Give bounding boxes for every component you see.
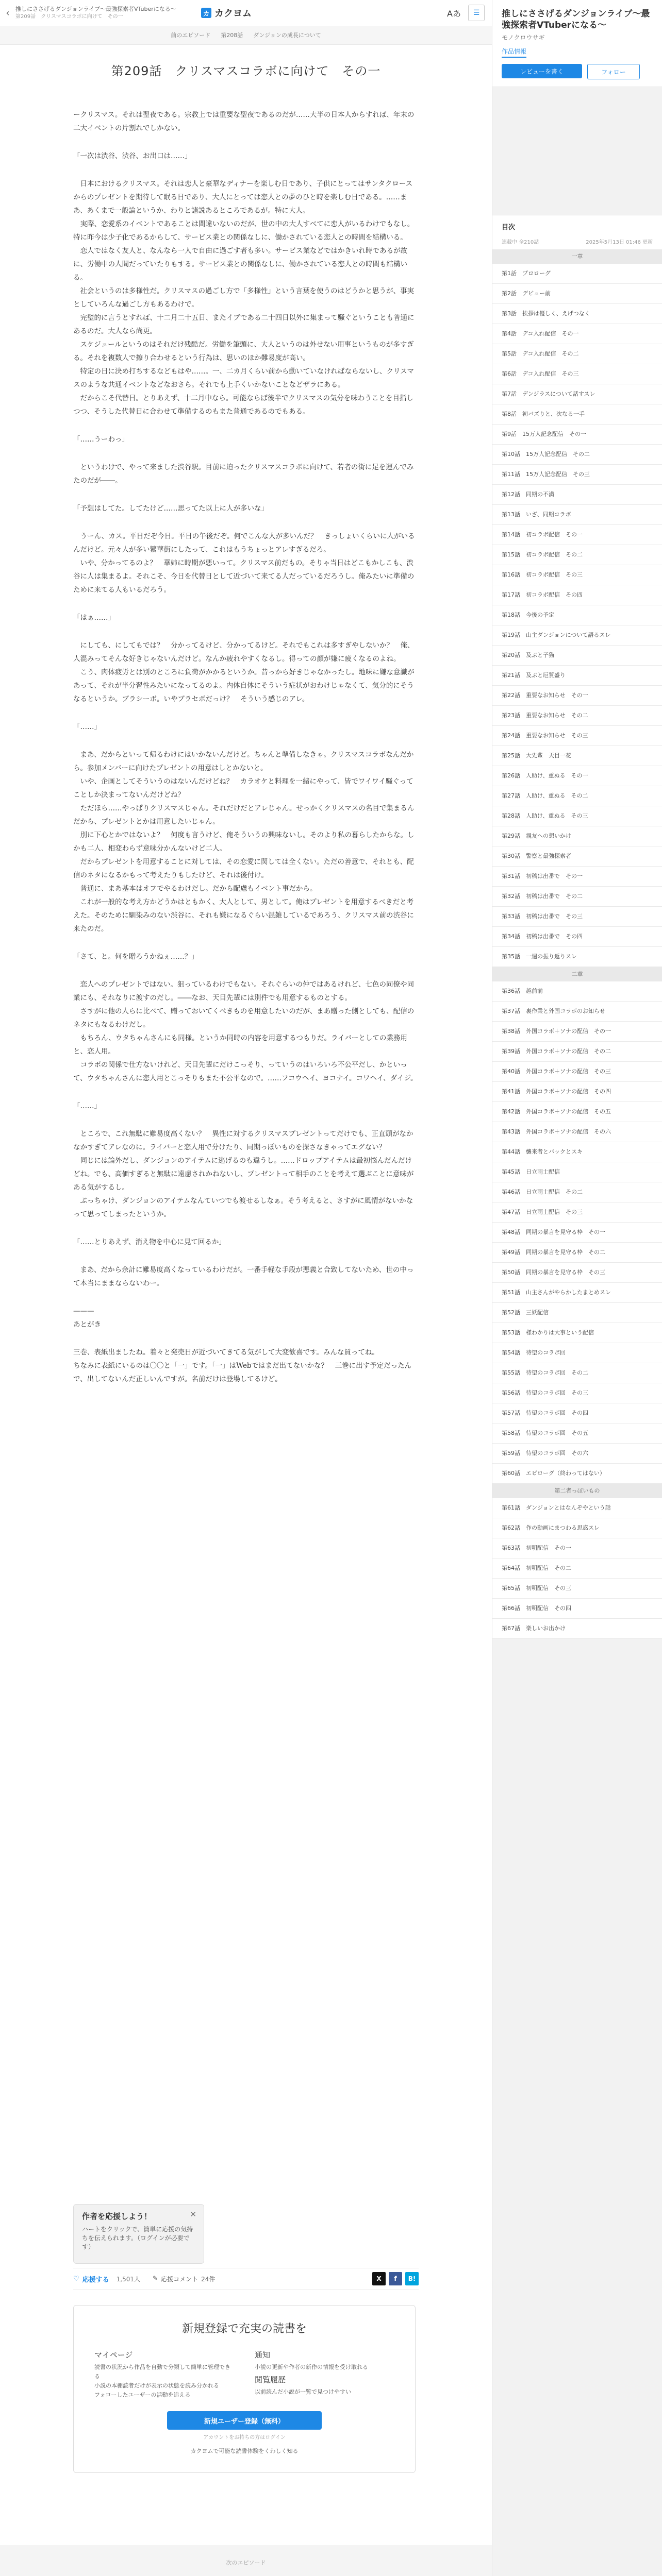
close-icon[interactable]: ✕ xyxy=(190,2210,196,2219)
toc-item[interactable]: 第1話 プロローグ xyxy=(492,264,662,284)
episode-paragraph: 「……とりあえず、消え物を中心に見て回るか」 xyxy=(73,1238,226,1246)
episode-paragraph: というわけで、やって来ました渋谷駅。目前に迫ったクリスマスコラボに向けて、若者の街に足を運んでみたのだが――。 xyxy=(73,463,414,485)
logo-text: カクヨム xyxy=(214,8,252,19)
history-text: 以前読んだ小説が一覧で見つけやすい xyxy=(255,2388,351,2395)
toc-item[interactable]: 第26話 人助け、重ぬる その一 xyxy=(492,766,662,786)
toc-item[interactable]: 第43話 外国コラボ＋ソナの配信 その六 xyxy=(492,1122,662,1142)
toc-item[interactable]: 第15話 初コラボ配信 その二 xyxy=(492,545,662,565)
episode-paragraph: 「予想はしてた。してたけど……思ってた以上に人が多いな」 xyxy=(73,504,268,513)
toc-item[interactable]: 第29話 親友への想いかけ xyxy=(492,826,662,846)
toc-item[interactable]: 第47話 日立雨士配信 その三 xyxy=(492,1202,662,1223)
toc-item[interactable]: 第46話 日立雨士配信 その二 xyxy=(492,1182,662,1202)
learn-more-link[interactable]: カクヨムで可能な読書体験をくわしく知る xyxy=(190,2448,299,2454)
toc-section-header[interactable]: 第二者っぽいもの xyxy=(492,1484,662,1498)
toc-item[interactable]: 第13話 いざ、同期コラボ xyxy=(492,505,662,525)
cheer-count[interactable]: 1,501人 xyxy=(116,2275,141,2283)
toc-item[interactable]: 第7話 デンジラスについて話すスレ xyxy=(492,384,662,404)
header-episode-title: 第209話 クリスマスコラボに向けて その一 xyxy=(15,14,123,20)
toc-item[interactable]: 第27話 人助け、重ぬる その二 xyxy=(492,786,662,806)
site-logo[interactable] xyxy=(201,6,252,20)
register-heading: 新規登録で充実の読書を xyxy=(181,2323,307,2335)
prev-episode-number[interactable]: 第208話 xyxy=(221,32,243,39)
toc-item[interactable]: 第23話 重要なお知らせ その二 xyxy=(492,706,662,726)
work-actions xyxy=(502,64,653,79)
toc-item[interactable]: 第31話 初稿は出番で その一 xyxy=(492,867,662,887)
header-controls xyxy=(447,5,492,21)
toc-item[interactable]: 第60話 エピローグ（終わってはない） xyxy=(492,1464,662,1484)
comment-link[interactable] xyxy=(153,2275,215,2283)
mypage-item: 読書の状況から作品を自動で分類して簡単に管理できる xyxy=(94,2364,230,2380)
toc-meta xyxy=(492,238,662,249)
next-episode[interactable] xyxy=(0,2545,492,2576)
toc-item[interactable]: 第12話 同期の不満 xyxy=(492,485,662,505)
toc-item[interactable]: 第18話 今後の予定 xyxy=(492,605,662,625)
toc-item[interactable]: 第45話 日立雨士配信 xyxy=(492,1162,662,1182)
toc-item[interactable]: 第57話 待望のコラボ回 その四 xyxy=(492,1403,662,1423)
toc-item[interactable]: 第65話 初明配信 その三 xyxy=(492,1579,662,1599)
history-title: 閲覧履歴 xyxy=(255,2375,286,2384)
episode-paragraph: 日本におけるクリスマス。それは恋人と豪華なディナーを楽しむ日であり、子供にとってはサンタクロースからのプレゼントを期待して眠る日であり、大人にとっては恋人との夢のひと時を楽しむ日である。……まあ、あくまで一般論というか、わりと諸説あるところであるが。特に大人。 実際、恋愛系のイベントであることは間違いないのだが、世の中の大人すべてに恋人がいるわけでもなし。特に昨今は少子化であるからして、サービス業との関係なしに、働かされている恋人との時間を結構いる。 恋人ではなく友人と、なんなら一人で自由に過ごす者も多い。サービス業などではかきいれ時であるが故に、労働中の人間だっていたりもする。サービス業との関係なしに、働かされている恋人との時間も結構いる。 社会というのは多様性だ。クリスマスの過ごし方で「多様性」という言葉を使うのはどうかと思うが、事実としていろんな過ごし方もあるわけで。 完璧的に言うとすれば、十二月二十五日、またイブである二十四日以外に集まって騒ぐということも普通にあるのだ。大人なら尚更。 スケジュールというのはそれだけ残酷だ。労働を筆頭に、大人というのは外せない用事というものが多すぎる。それを複数人で擦り合わせるという行為は、思いのほか難易度が高い。 特定の日に決め打ちするなどもはや……。一、二カ月くらい前から動いていなければならないし、クリスマスのような共通イベントなどなおさら。それでも上手くいかないことなどザラにある。 だからこそ代替日。とりあえず、十二月中なら。可能ならば後半でクリスマスの気分を味わうことを目指しつつ、そうした代替日に合わせて準備するのもまた普通であるのでもある。 xyxy=(73,180,415,416)
top-header xyxy=(0,0,492,26)
toc-menu-icon[interactable]: ☰ xyxy=(468,5,485,21)
toc-item[interactable]: 第35話 一週の振り返りスレ xyxy=(492,947,662,967)
toc-item[interactable]: 第53話 様わかりは大事という配信 xyxy=(492,1323,662,1343)
episode-paragraph: ——— あとがき xyxy=(73,1307,101,1329)
mypage-item: フォローしたユーザーの活動を追える xyxy=(94,2392,191,2398)
review-button[interactable]: レビューを書く xyxy=(502,64,582,78)
notice-text: 小説の更新や作者の新作の情報を受け取れる xyxy=(255,2364,368,2370)
episode-paragraph: ークリスマス。それは聖夜である。宗教上では重要な聖夜であるのだが……大半の日本人からすれば、年末の二大イベントの片割れでしかない。 xyxy=(73,111,415,132)
toc-item[interactable]: 第14話 初コラボ配信 その一 xyxy=(492,525,662,545)
toc-item[interactable]: 第16話 初コラボ配信 その三 xyxy=(492,565,662,585)
episode-paragraph: 「……」 xyxy=(73,1102,101,1110)
share-buttons xyxy=(372,2272,419,2285)
toc-item[interactable]: 第64話 初明配信 その二 xyxy=(492,1558,662,1579)
toc-item[interactable]: 第28話 人助け、重ぬる その三 xyxy=(492,806,662,826)
work-author[interactable]: モノクロウサギ xyxy=(502,34,545,41)
toc-item[interactable]: 第41話 外国コラボ＋ソナの配信 その四 xyxy=(492,1082,662,1102)
support-popup xyxy=(73,2204,204,2264)
toc-title: 目次 xyxy=(492,215,662,238)
toc-item[interactable]: 第9話 15万人記念配信 その一 xyxy=(492,425,662,445)
facebook-share-icon[interactable]: f xyxy=(389,2272,402,2285)
toc-item[interactable]: 第50話 同期の暴言を見守る枠 その三 xyxy=(492,1263,662,1283)
register-benefits xyxy=(74,2336,415,2400)
toc-item[interactable]: 第3話 挨拶は優しく、えげつなく xyxy=(492,304,662,324)
x-share-icon[interactable]: X xyxy=(372,2272,386,2285)
font-size-button[interactable]: Aあ xyxy=(447,8,461,19)
toc-item[interactable]: 第39話 外国コラボ＋ソナの配信 その二 xyxy=(492,1042,662,1062)
header-series-info[interactable] xyxy=(15,5,180,21)
prev-episode-title[interactable]: ダンジョンの成長について xyxy=(253,32,321,39)
toc-item[interactable]: 第34話 初稿は出番で その四 xyxy=(492,927,662,947)
toc-item[interactable]: 第42話 外国コラボ＋ソナの配信 その五 xyxy=(492,1102,662,1122)
toc-item[interactable]: 第58話 待望のコラボ回 その五 xyxy=(492,1423,662,1444)
toc-item[interactable]: 第37話 裏作業と外国コラボのお知らせ xyxy=(492,1002,662,1022)
toc-item[interactable]: 第36話 越前前 xyxy=(492,981,662,1002)
episode-paragraph: 恋人へのプレゼントではない。狙っているわけでもない。それぐらいの仲ではあるけれど、七色の同僚や同業にも、それなりに渡すのだし。――なお、天目先輩には別件でも用意するものとする。 さすがに他の人らに比べて、贈っておいてくべきものを用意したいのだが、まあ贈った側としても、配信のネタにもなるわけだし。 もちろん、ウタちゃんさんにも同様。というか同時の内容を用意するつもりだ。ライバーとしての業務用と、恋人用。 コラボの関係で仕方ないけれど、天目先輩にだけこっそり、っていうのはいろいろ不公平だし、かといって、ウタちゃんさんに恋人用とこっそりもまた不公平なので。……フコウヘイ、ヨコナイ。コワヘイ、ダイジ。 xyxy=(73,980,418,1082)
toc-status: 連載中 全210話 xyxy=(502,240,539,245)
cheer-button[interactable] xyxy=(73,2274,109,2284)
header-series-title: 推しにささげるダンジョンライブ〜最強探索者VTuberになる〜 xyxy=(15,6,176,12)
episode-paragraph: まあ、だからといって帰るわけにはいかないんだけど。ちゃんと準備しなきゃ。クリスマスコラボなんだから。参加メンバーに向けたプレゼントの用意はしとかないと。 いや、企画としてそういうのはないんだけどね？ カラオケと料理を一緒にやって、皆でワイワイ騒ぐってことしか決まってないんだけどね？ ただほら……やっぱりクリスマスじゃん。それだけだとアレじゃん。せっかくクリスマスの名目で集まるんだから、プレゼントとかは用意したいじゃん。 別に下心とかではないよ？ 何度も言うけど、俺そういうの興味ないし。そのより私の暮らしたからな。しかも二人、相変わらず意味分かんないけど二人。 だからプレゼントを用意することに対しては、その恋愛に関しては全くない。ただの善意で、それとも、配信のネタになるかもって考えたりもしたけど、それは後付け。 普通に、まあ基本はオフでやるわけだし。だから配慮もイベント事だから。 これが一般的な考え方かどうかはともかく、大人として、男として。俺はプレゼントを用意するべきだと考えた。そのために馴染みのない渋谷に、それも嫌になるぐらい混雑しているであろう、クリスマス前の渋谷に来たのだ。 xyxy=(73,751,415,933)
register-button[interactable]: 新規ユーザー登録（無料） xyxy=(167,2411,322,2430)
toc-item[interactable]: 第49話 同期の暴言を見守る枠 その二 xyxy=(492,1243,662,1263)
toc-item[interactable]: 第38話 外国コラボ＋ソナの配信 その一 xyxy=(492,1022,662,1042)
toc-item[interactable]: 第4話 デコ入れ配信 その一 xyxy=(492,324,662,344)
toc-item[interactable]: 第44話 襲来者とバックとスキ xyxy=(492,1142,662,1162)
comment-icon: ✎ xyxy=(153,2274,158,2282)
follow-button[interactable]: フォロー xyxy=(587,64,640,79)
toc-item[interactable]: 第54話 待望のコラボ回 xyxy=(492,1343,662,1363)
episode-paragraph: にしても、にしてもでは？ 分かってるけど、分かってるけど。それでもこれは多すぎやしないか？ 俺、人混みってそんな好きじゃないんだけど。なんか疲れやすくなるし。得っての顔が嫌に疲くなるのよね。 こう、肉体疲労とは別のところに負荷がかかるというか。昔っから好きじゃなかったし。地味に嫌な意識があって、それが半分習性みたいになってるのよ。内体自体にそういう症状がおわけじゃなくて、気分的にそうなるというか。ブラシーボ。いやブラセボだっけ？ そういう感じのアレ。 xyxy=(73,641,415,703)
episode-paragraph: 「さて、と。何を贈ろうかねぇ……？」 xyxy=(73,953,198,961)
toc-item[interactable]: 第56話 待望のコラボ回 その三 xyxy=(492,1383,662,1403)
toc-item[interactable]: 第6話 デコ入れ配信 その三 xyxy=(492,364,662,384)
toc-item[interactable]: 第22話 重要なお知らせ その一 xyxy=(492,686,662,706)
support-popup-text: ハートをクリックで、簡単に応援の気持ちを伝えられます。（ログインが必要です） xyxy=(82,2226,193,2250)
toc-item[interactable]: 第63話 初明配信 その一 xyxy=(492,1538,662,1558)
toc-item[interactable]: 第48話 同期の暴言を見守る枠 その一 xyxy=(492,1223,662,1243)
comment-count: 24件 xyxy=(201,2275,216,2283)
toc-sidebar xyxy=(492,0,662,2576)
toc-list xyxy=(492,249,662,1639)
login-link[interactable]: アカウントをお持ちの方はログイン xyxy=(203,2435,286,2441)
episode-paragraph: 三巻、表紙出ましたね。着々と発売日が近づいてきてる気がして大変歓喜です。みんな買ってね。 ちなみに表紙にいるのは〇〇と「一」です。「一」はWebではまだ出てないかな？ 三巻に出す予定だったんで、出してないんだ正しいんですが。名前だけは登場してるけど。 xyxy=(73,1348,412,1383)
episode-body xyxy=(73,108,419,1400)
toc-item[interactable]: 第19話 山主ダンジョンについて語るスレ xyxy=(492,625,662,646)
mypage-benefit xyxy=(94,2347,234,2400)
comment-label: 応援コメント xyxy=(161,2275,198,2283)
support-popup-title: 作者を応援しよう！ xyxy=(82,2212,152,2221)
toc-item[interactable]: 第10話 15万人記念配信 その二 xyxy=(492,445,662,465)
toc-section-header[interactable]: 一章 xyxy=(492,249,662,264)
toc-item[interactable]: 第21話 及ぶと厄質盛り xyxy=(492,666,662,686)
toc-item[interactable]: 第59話 待望のコラボ回 その六 xyxy=(492,1444,662,1464)
prev-episode-link[interactable]: 前のエピソード xyxy=(171,32,211,39)
toc-item[interactable]: 第66話 初明配信 その四 xyxy=(492,1599,662,1619)
register-box xyxy=(73,2305,416,2473)
episode-paragraph: 「はぁ……」 xyxy=(73,614,115,622)
toc-item[interactable]: 第24話 重要なお知らせ その三 xyxy=(492,726,662,746)
toc-item[interactable]: 第2話 デビュー前 xyxy=(492,284,662,304)
toc-updated: 2025年5月13日 01:46 更新 xyxy=(586,240,653,245)
toc-item[interactable]: 第67話 楽しいお出かけ xyxy=(492,1619,662,1639)
toc-item[interactable]: 第51話 山主さんがやらかしたまとめスレ xyxy=(492,1283,662,1303)
back-icon[interactable]: ‹ xyxy=(6,7,10,19)
work-info xyxy=(492,0,662,87)
toc-item[interactable]: 第32話 初稿は出番で その二 xyxy=(492,887,662,907)
notice-title: 通知 xyxy=(255,2350,271,2360)
mypage-item: 小説の本棚読者だけが表示の状態を読み分かれる xyxy=(94,2382,219,2389)
toc-item[interactable]: 第25話 大先輩 天目一花 xyxy=(492,746,662,766)
episode-paragraph: 「……」 xyxy=(73,723,101,731)
next-episode-title xyxy=(0,2574,492,2576)
toc-item[interactable]: 第20話 及ぶと子猫 xyxy=(492,646,662,666)
episode-title: 第209話 クリスマスコラボに向けて その一 xyxy=(111,64,381,78)
episode-paragraph: ところで、これ無駄に難易度高くない？ 異性に対するクリスマスプレゼントってだけでも、正直頭がなかなかすぎてアレなのに。ライバーと恋人用で分けたり、同期っぽいものを探さなきゃってエグない？ 同じには論外だし、ダンジョンのアイテムに逃げるのも違うし。……ドロップアイテムは最初悩んだんだけどね。でも、高価すぎると無駄に遠慮されかねないし、プレゼントって相手のことを考えて選ぶことに意味がある気がするし。 ぶっちゃけ、ダンジョンのアイテムなんていつでも渡せるしなぁ。そう考えると、さすがに風情がないかなって思ってしまったというか。 xyxy=(73,1130,414,1218)
mypage-title: マイページ xyxy=(94,2350,133,2360)
cheer-label: 応援する xyxy=(82,2276,109,2284)
sidebar-spacer xyxy=(492,87,662,215)
toc-item[interactable]: 第5話 デコ入れ配信 その二 xyxy=(492,344,662,364)
toc-item[interactable]: 第61話 ダンジョンとはなんぞやという話 xyxy=(492,1498,662,1518)
toc-item[interactable]: 第52話 三妖配信 xyxy=(492,1303,662,1323)
toc-item[interactable]: 第33話 初稿は出番で その三 xyxy=(492,907,662,927)
toc-item[interactable]: 第30話 警察と最強探索者 xyxy=(492,846,662,867)
toc-section-header[interactable]: 二章 xyxy=(492,967,662,981)
breadcrumb xyxy=(0,26,492,45)
toc-item[interactable]: 第11話 15万人記念配信 その三 xyxy=(492,465,662,485)
next-episode-label: 次のエピソード xyxy=(226,2560,266,2566)
toc-item[interactable]: 第55話 待望のコラボ回 その二 xyxy=(492,1363,662,1383)
notice-benefit xyxy=(255,2347,394,2400)
toc-item[interactable]: 第8話 初バズりと、次なる一手 xyxy=(492,404,662,425)
episode-paragraph: うーん、カス。平日だぞ今日。平日の午後だぞ。何でこんな人が多いんだ？ きっしょいくらいに人がいるんだけど。元々人が多い繁華街にしたって、これはもうちょっとアレすぎるだろ。 いや、分かってるのよ？ 華姉に時期が悪いって。クリスマス前だもの。そりゃ当日はどこもかしこも、渋谷に人は集まるよ。それこそ、今日を代替日として近づいて来てる人だっているだろうし。俺みたいに準備のために来てる人もいるだろう。 xyxy=(73,532,415,594)
toc-item[interactable]: 第62話 作の動画にまつわる思惑スレ xyxy=(492,1518,662,1538)
episode-paragraph: 「一次は渋谷、渋谷、お出口は……」 xyxy=(73,152,192,160)
episode-paragraph: まあ、だから余計に難易度高くなっているわけだが。一番手軽な手段が悪義と合致してないため、世の中って本当にままならないわー。 xyxy=(73,1266,414,1287)
reaction-bar xyxy=(73,2268,419,2290)
toc-item[interactable]: 第40話 外国コラボ＋ソナの配信 その三 xyxy=(492,1062,662,1082)
work-title[interactable]: 推しにささげるダンジョンライブ〜最強探索者VTuberになる〜 xyxy=(502,9,650,30)
episode-paragraph: 「……うーわっ」 xyxy=(73,435,129,444)
hatena-share-icon[interactable]: B! xyxy=(405,2272,419,2285)
work-info-tab[interactable]: 作品情報 xyxy=(502,47,526,58)
toc-item[interactable]: 第17話 初コラボ配信 その四 xyxy=(492,585,662,605)
heart-icon: ♡ xyxy=(73,2275,79,2283)
kakuyomu-logo-icon: カ xyxy=(201,8,211,18)
